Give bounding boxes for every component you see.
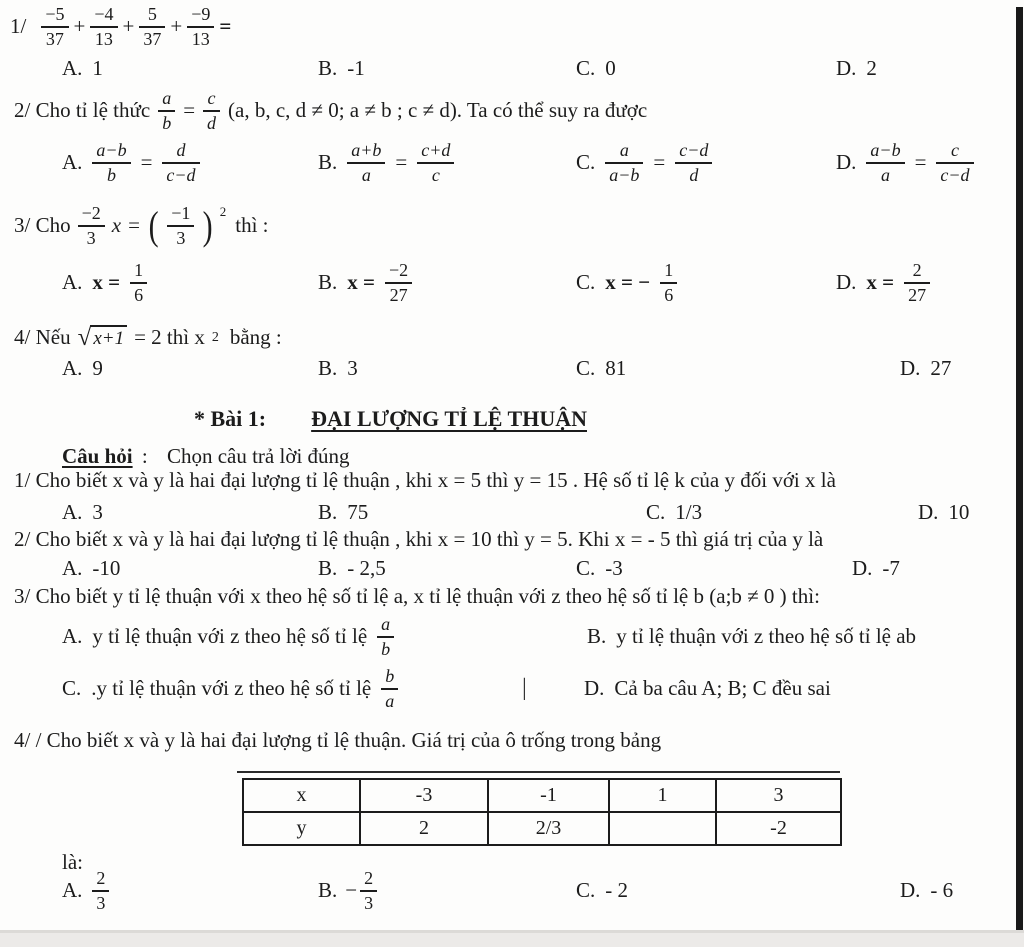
table-cell: -2: [716, 812, 841, 845]
option-d: D. - 6: [900, 878, 954, 903]
option-c: C. $\frac{a}{a-b}$ = $\frac{c-d}{d}$: [576, 140, 836, 185]
fraction: $\frac{-4}{13}$: [90, 4, 117, 49]
b1-question-3-options-ab: [0, 614, 1024, 659]
plus-sign: +: [73, 14, 86, 39]
fraction: $\frac{a}{b}$: [377, 614, 394, 659]
option-d: D. $\frac{a-b}{a}$ = $\frac{c}{c-d}$: [836, 140, 1024, 185]
exponent: 2: [219, 203, 227, 219]
fraction: $\frac{5}{37}$: [139, 4, 165, 49]
table-cell: 2/3: [488, 812, 609, 845]
option-b: B. − $\frac{2}{3}$: [318, 868, 576, 913]
option-b: B. - 2,5: [318, 556, 386, 580]
option-c: C. 1/3: [646, 500, 703, 524]
fraction: $\frac{b}{a}$: [381, 666, 398, 711]
b1-question-3-statement: 3/ Cho biết y tỉ lệ thuận với x theo hệ số tỉ lệ a, x tỉ lệ thuận với z theo hệ số tỉ lệ b (a;b ≠ 0 ) thì:: [14, 584, 820, 608]
fraction: $\frac{c+d}{c}$: [417, 140, 454, 185]
minus-sign: −: [345, 878, 358, 903]
fraction: $\frac{c}{d}$: [203, 88, 220, 133]
left-paren: (: [148, 202, 159, 248]
option-d: D. 10: [918, 500, 970, 524]
plus-sign: +: [170, 14, 183, 39]
table-cell: y: [243, 812, 360, 845]
fraction: $\frac{a-b}{b}$: [92, 140, 130, 185]
fraction: $\frac{-5}{37}$: [41, 4, 68, 49]
question-4-options: [0, 356, 1024, 381]
section-star-label: * Bài 1:: [194, 406, 267, 431]
fraction: $\frac{c-d}{d}$: [675, 140, 712, 185]
table-row: [243, 779, 841, 812]
option-a: A. 3: [62, 500, 103, 524]
column-divider: |: [522, 675, 527, 702]
option-c: C. 81: [576, 356, 627, 380]
fraction: $\frac{-2}{3}$: [78, 203, 105, 248]
question-3-statement: 3/ Cho $\frac{-2}{3}$ x = ( $\frac{-1}{3}$ ) $^2$ thì :: [14, 202, 269, 248]
fraction: $\frac{2}{3}$: [92, 868, 109, 913]
fraction: $\frac{2}{3}$: [360, 868, 377, 913]
variable-x: x: [111, 213, 122, 238]
xy-value-table: [242, 778, 842, 846]
table-cell: -1: [488, 779, 609, 812]
section-heading: [194, 406, 1024, 432]
fraction: $\frac{a-b}{a}$: [866, 140, 904, 185]
option-a: A. 1: [62, 56, 103, 80]
fraction: $\frac{a}{a-b}$: [605, 140, 643, 185]
option-b: B. y tỉ lệ thuận với z theo hệ số tỉ lệ ab: [587, 624, 917, 649]
option-b: B. 75: [318, 500, 369, 524]
separator: :: [141, 444, 148, 468]
fraction: $\frac{1}{6}$: [130, 260, 147, 305]
option-b: B. -1: [318, 56, 365, 80]
option-b: B. x = $\frac{-2}{27}$: [318, 260, 576, 305]
plus-sign: +: [122, 14, 135, 39]
instruction-text: Chọn câu trả lời đúng: [166, 444, 350, 468]
b1-question-2-options: [0, 556, 1024, 581]
option-d: D. -7: [852, 556, 900, 580]
la-label: là:: [62, 850, 83, 874]
option-c: C. - 2: [576, 878, 629, 903]
option-a: A. $\frac{a-b}{b}$ = $\frac{d}{c-d}$: [62, 140, 318, 185]
option-c: C. x = − $\frac{1}{6}$: [576, 260, 836, 305]
option-d: D. 27: [900, 356, 952, 380]
table-cell-empty: [609, 812, 716, 845]
radical-icon: √: [77, 324, 92, 351]
option-a: A. y tỉ lệ thuận với z theo hệ số tỉ lệ $\frac{a}{b}$: [62, 614, 587, 659]
table-cell: 3: [716, 779, 841, 812]
b1-question-3-options-cd: [0, 666, 1024, 711]
fraction: $\frac{a+b}{a}$: [347, 140, 385, 185]
window-right-edge: [1016, 7, 1023, 930]
b1-question-4-statement: 4/ / Cho biết x và y là hai đại lượng tỉ lệ thuận. Giá trị của ô trống trong bảng: [14, 728, 662, 752]
equals-sign: =: [395, 150, 408, 175]
fraction: $\frac{-9}{13}$: [187, 4, 214, 49]
equals-sign: =: [219, 14, 232, 39]
table-cell: -3: [360, 779, 488, 812]
option-a: A. $\frac{2}{3}$: [62, 868, 318, 913]
option-b: B. $\frac{a+b}{a}$ = $\frac{c+d}{c}$: [318, 140, 576, 185]
equals-sign: =: [653, 150, 666, 175]
question-1-options: [0, 56, 1024, 81]
fraction: $\frac{c}{c-d}$: [936, 140, 973, 185]
fraction: $\frac{1}{6}$: [660, 260, 677, 305]
option-c: C. .y tỉ lệ thuận với z theo hệ số tỉ lệ $\frac{b}{a}$: [62, 666, 522, 711]
option-d: D. Cả ba câu A; B; C đều sai: [584, 676, 831, 701]
question-2-options: [0, 140, 1024, 185]
table-cell: 2: [360, 812, 488, 845]
option-a: A. x = $\frac{1}{6}$: [62, 260, 318, 305]
right-paren: ): [203, 202, 214, 248]
b1-question-4-options: [0, 868, 1024, 913]
question-2-statement: 2/ Cho tỉ lệ thức $\frac{a}{b}$ = $\frac{c}{d}$ (a, b, c, d ≠ 0; a ≠ b ; c ≠ d). Ta có thể suy ra được: [14, 88, 648, 133]
option-a: A. 9: [62, 356, 103, 380]
equals-sign: =: [140, 150, 153, 175]
option-a: A. -10: [62, 556, 121, 580]
question-3-options: [0, 260, 1024, 305]
b1-question-1-options: [0, 500, 1024, 525]
equals-sign: =: [128, 213, 140, 238]
question-4-statement: 4/ Nếu √ x+1 = 2 thì x 2 bằng :: [14, 324, 282, 351]
cau-hoi-label: Câu hỏi: [62, 444, 133, 468]
option-b: B. 3: [318, 356, 358, 380]
sqrt-expression: √ x+1: [78, 325, 128, 350]
b1-question-2-statement: 2/ Cho biết x và y là hai đại lượng tỉ lệ thuận , khi x = 10 thì y = 5. Khi x = - 5 thì giá trị của y là: [14, 527, 824, 551]
fraction: $\frac{-1}{3}$: [167, 203, 194, 248]
window-bottom-bar: [0, 930, 1024, 947]
option-c: C. 0: [576, 56, 616, 80]
option-c: C. -3: [576, 556, 623, 580]
fraction: $\frac{a}{b}$: [158, 88, 175, 133]
question-1-formula: [10, 4, 1022, 49]
equals-sign: =: [914, 150, 927, 175]
question-number: 1/: [10, 14, 27, 39]
section-title: ĐẠI LƯỢNG TỈ LỆ THUẬN: [311, 406, 587, 431]
fraction: $\frac{2}{27}$: [904, 260, 930, 305]
question-prompt-line: [62, 444, 1024, 469]
option-d: D. x = $\frac{2}{27}$: [836, 260, 1024, 305]
table-cell: 1: [609, 779, 716, 812]
table-cell: x: [243, 779, 360, 812]
table-row: [243, 812, 841, 845]
option-d: D. 2: [836, 56, 877, 80]
fraction: $\frac{-2}{27}$: [385, 260, 412, 305]
table-top-rule: [237, 771, 840, 773]
b1-question-1-statement: 1/ Cho biết x và y là hai đại lượng tỉ lệ thuận , khi x = 5 thì y = 15 . Hệ số tỉ lệ k của y đối với x là: [14, 468, 836, 492]
fraction: $\frac{d}{c-d}$: [162, 140, 199, 185]
equals-sign: =: [183, 98, 196, 123]
